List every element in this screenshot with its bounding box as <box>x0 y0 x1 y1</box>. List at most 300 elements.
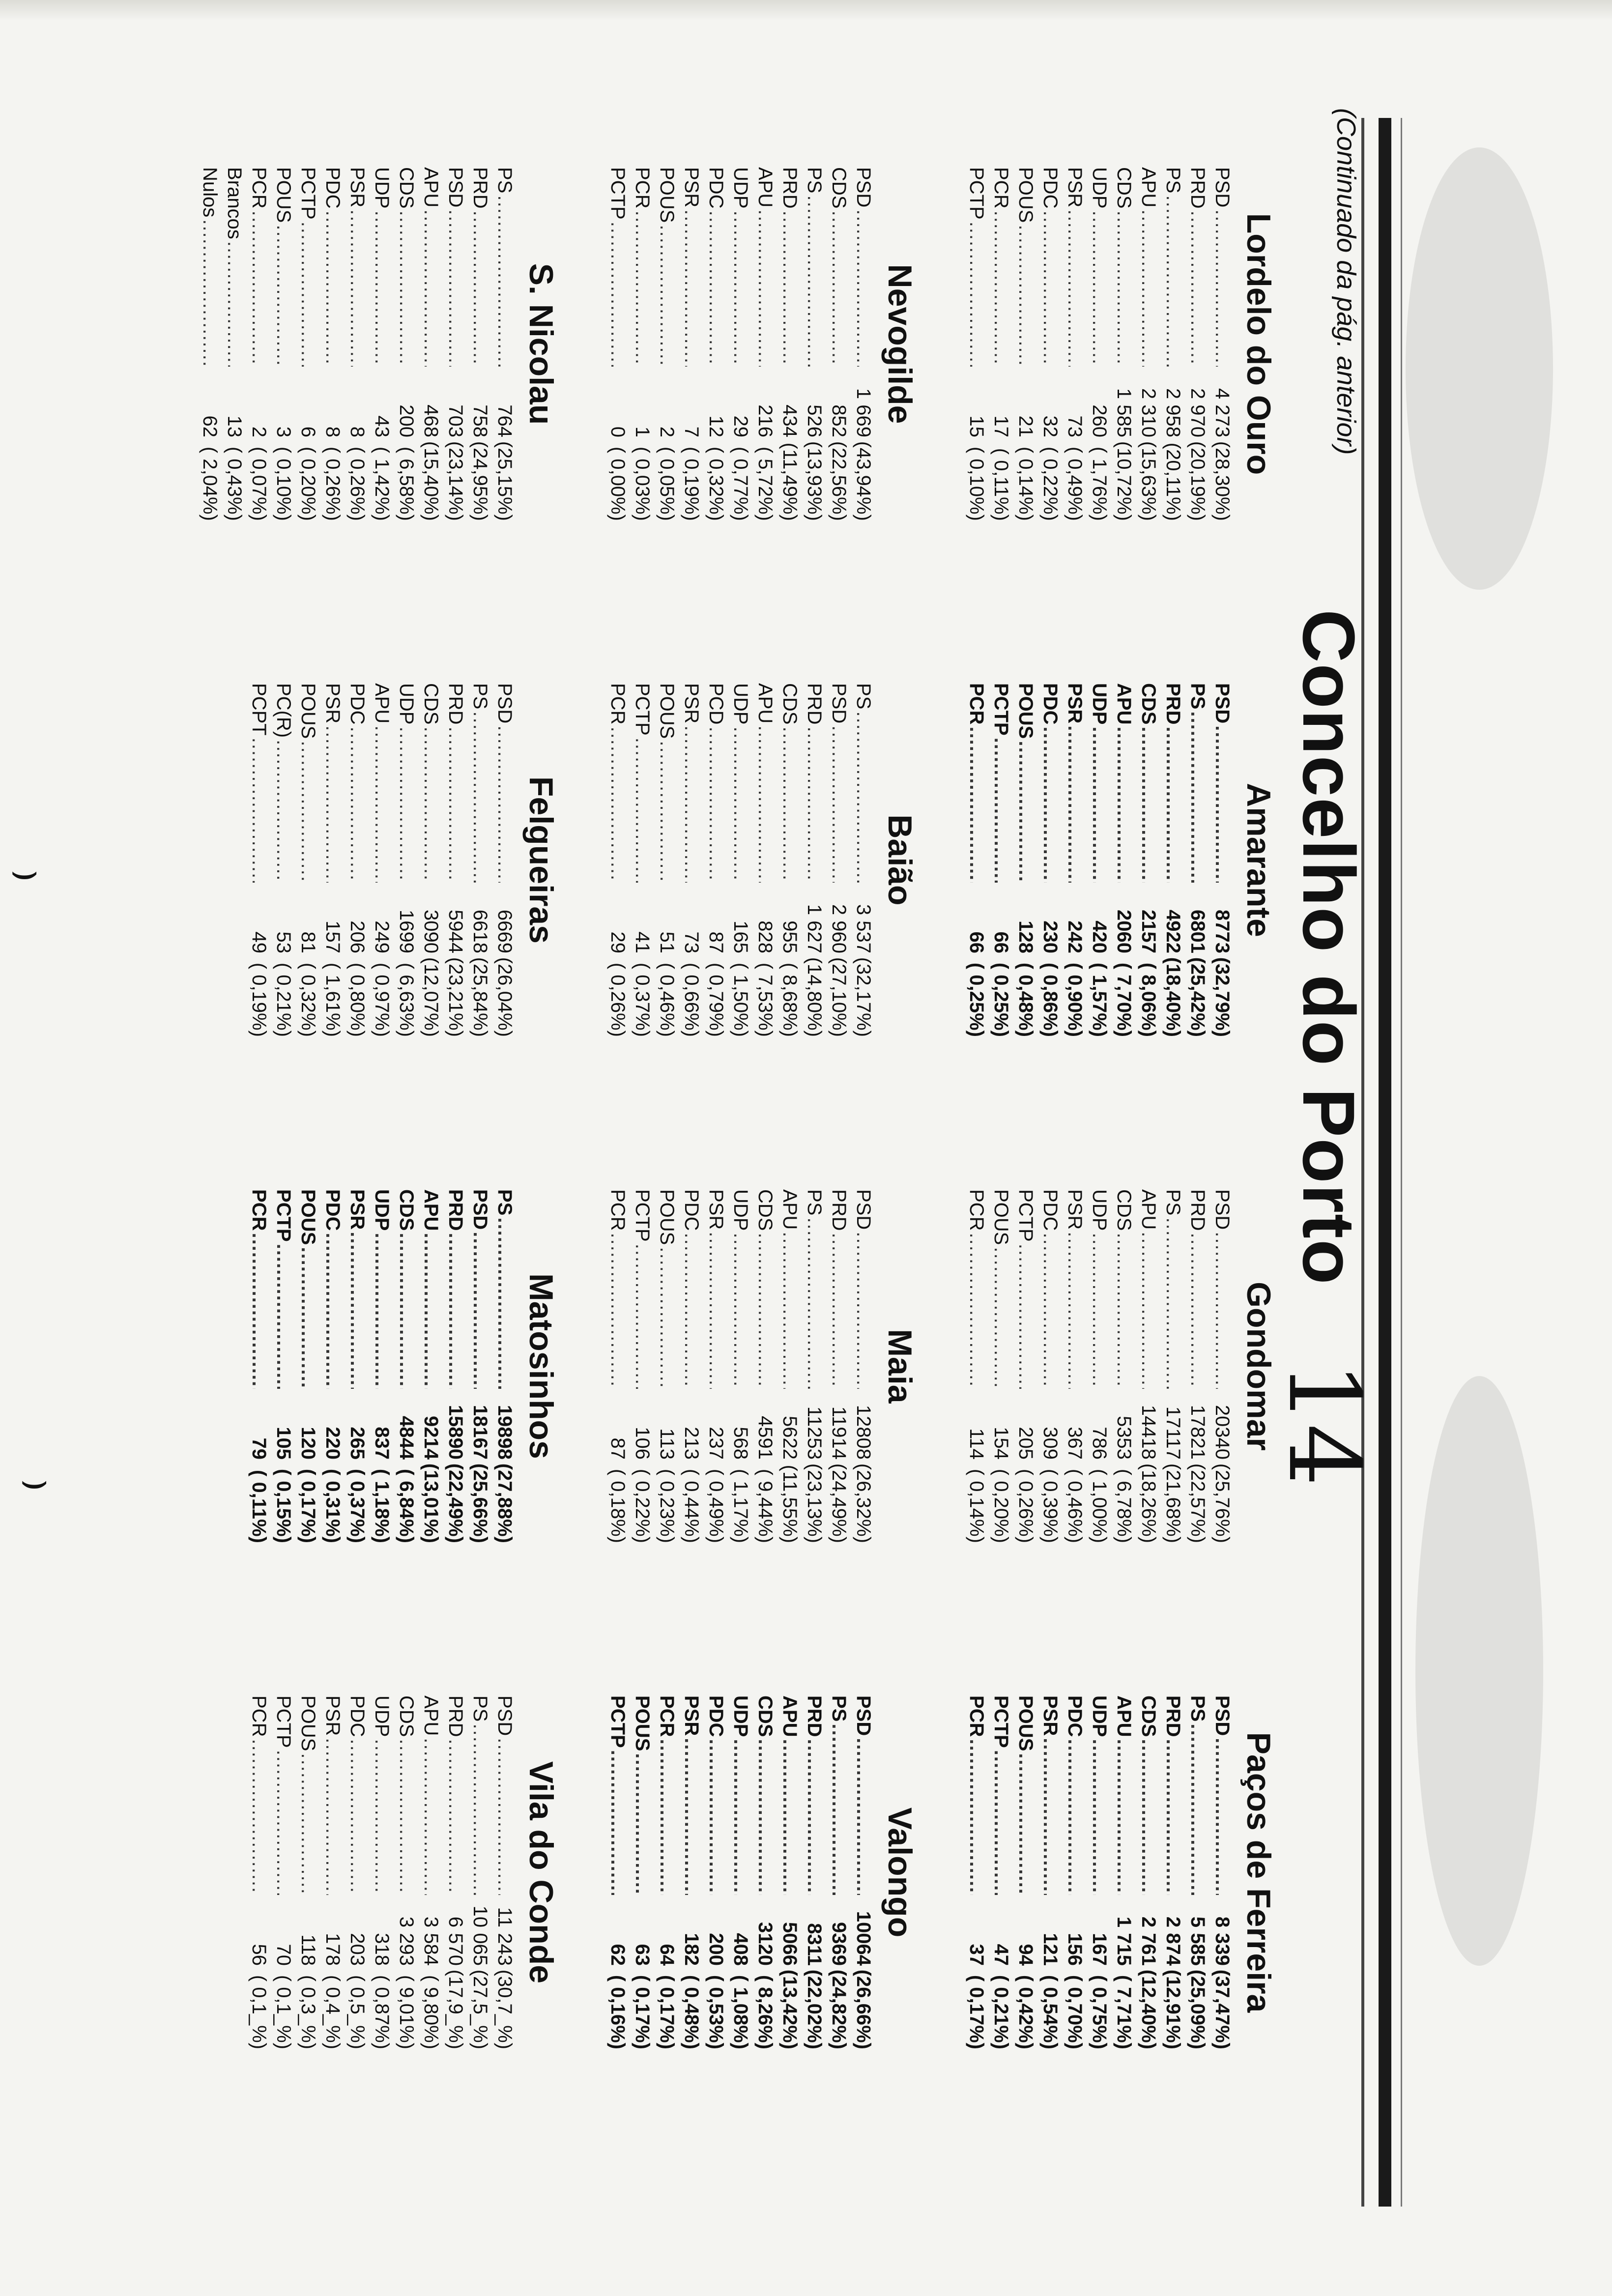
result-row <box>271 1695 296 2049</box>
vote-percentage: ( 6,84%) <box>396 1468 417 1543</box>
vote-percentage: ( 0,86%) <box>1039 962 1061 1037</box>
vote-percentage: (22,02%) <box>804 1969 825 2049</box>
result-row <box>296 683 320 1037</box>
result-row <box>753 1189 777 1543</box>
dot-leader <box>370 1739 394 1895</box>
party-name: PCR <box>632 167 653 209</box>
dot-leader <box>1161 195 1185 367</box>
vote-percentage: ( 6,63%) <box>396 962 417 1037</box>
result-row <box>1063 1695 1087 2049</box>
dot-leader <box>1013 1753 1038 1895</box>
party-name: PSD <box>853 1189 874 1230</box>
scan-smudge <box>1415 1376 1543 1966</box>
dot-leader <box>1161 1217 1185 1389</box>
result-row <box>630 1695 655 2049</box>
vote-count: 200 <box>705 1933 727 1966</box>
vote-count: 11914 <box>828 1406 850 1460</box>
vote-count: 8 <box>346 426 368 437</box>
vote-percentage: ( 0,14%) <box>966 1468 987 1543</box>
vote-percentage: ( 1,00%) <box>1089 1468 1110 1543</box>
party-name: PSD <box>1211 167 1233 208</box>
party-name: POUS <box>1015 167 1036 223</box>
vote-count: 87 <box>705 931 727 953</box>
vote-percentage: ( 2,04%) <box>199 446 221 521</box>
party-name: PS <box>469 683 491 710</box>
result-row <box>777 1189 802 1543</box>
party-name: PDC <box>1064 1695 1086 1737</box>
result-row <box>271 683 296 1037</box>
vote-count: 3120 <box>754 1922 776 1966</box>
result-row <box>1063 167 1087 521</box>
party-name: PSD <box>1211 683 1233 724</box>
dot-leader <box>679 209 704 367</box>
result-row <box>728 1695 753 2049</box>
vote-count: 17117 <box>1162 1406 1184 1460</box>
party-name: UDP <box>396 683 417 725</box>
vote-percentage: (43,94%) <box>853 441 874 521</box>
result-row <box>802 1189 827 1543</box>
party-name: PDC <box>1039 1189 1061 1231</box>
party-name: PSR <box>346 1189 368 1230</box>
result-row <box>320 683 345 1037</box>
dot-leader <box>679 1233 704 1389</box>
vote-count: 37 <box>966 1944 987 1966</box>
dot-leader <box>394 1739 419 1895</box>
result-row <box>655 1695 679 2049</box>
result-row <box>492 683 517 1037</box>
result-row <box>492 1695 517 2049</box>
vote-count: 6801 <box>1187 910 1209 953</box>
vote-count: 260 <box>1089 404 1110 437</box>
party-name: PCR <box>607 683 629 725</box>
vote-count: 66 <box>966 931 987 953</box>
dot-leader <box>419 726 443 883</box>
vote-percentage: ( 7,53%) <box>754 962 776 1037</box>
party-name: PDC <box>705 167 727 209</box>
scan-smudge <box>1406 147 1553 590</box>
result-row <box>1210 1189 1235 1543</box>
party-name: APU <box>1113 683 1135 725</box>
vote-count: 6618 <box>469 910 491 953</box>
vote-percentage: ( 0,37%) <box>632 962 653 1037</box>
vote-count: 14418 <box>1138 1405 1159 1460</box>
vote-count: 9369 <box>828 1922 850 1966</box>
result-row <box>1013 1189 1038 1543</box>
dot-leader <box>468 1232 492 1389</box>
vote-percentage: ( 0,32%) <box>297 962 319 1037</box>
party-name: UDP <box>730 683 751 725</box>
party-name: PC(R) <box>273 683 294 738</box>
vote-count: 837 <box>371 1427 393 1460</box>
party-name: PSD <box>494 1695 516 1736</box>
party-name: PDC <box>346 1695 368 1737</box>
party-name: POUS <box>273 167 294 223</box>
result-row <box>605 167 630 521</box>
dot-leader <box>443 726 468 883</box>
scan-fold-shadow-2 <box>1401 118 1402 2207</box>
vote-percentage: (24,82%) <box>828 1969 850 2049</box>
dot-leader <box>964 1233 989 1389</box>
vote-percentage: ( 0,19%) <box>681 446 702 521</box>
result-row <box>827 683 851 1037</box>
vote-percentage: (13,42%) <box>779 1969 801 2049</box>
result-row <box>394 167 419 521</box>
party-name: PRD <box>1162 1695 1184 1737</box>
result-row <box>1087 1695 1112 2049</box>
dot-leader <box>247 1233 271 1389</box>
vote-percentage: ( 9,80%) <box>420 1975 442 2049</box>
dot-leader <box>605 1233 630 1389</box>
vote-count: 118 <box>297 1934 319 1966</box>
party-name: PCR <box>656 1695 678 1737</box>
vote-percentage: ( 0,3_%) <box>297 1975 319 2049</box>
vote-percentage: (12,07%) <box>420 957 442 1037</box>
vote-count: 94 <box>1015 1944 1036 1966</box>
results-block <box>605 167 919 521</box>
party-name: PS <box>828 1695 850 1722</box>
dot-leader <box>320 725 345 883</box>
vote-count: 955 <box>779 920 801 953</box>
vote-percentage: ( 0,17%) <box>656 1975 678 2049</box>
vote-percentage: ( 0,32%) <box>705 446 727 521</box>
vote-percentage: ( 0,1_%) <box>248 1975 270 2049</box>
party-name: PS <box>804 167 825 194</box>
result-row <box>1013 683 1038 1037</box>
result-row <box>777 1695 802 2049</box>
results-block <box>964 1189 1278 1543</box>
result-row <box>679 167 704 521</box>
result-row <box>1038 683 1063 1037</box>
dot-leader <box>827 1723 851 1895</box>
dot-leader <box>1112 726 1136 883</box>
results-block <box>605 1695 919 2049</box>
dot-leader <box>247 738 271 883</box>
party-name: CDS <box>1113 1189 1135 1231</box>
party-name: POUS <box>297 1695 319 1751</box>
vote-percentage: (25,66%) <box>469 1463 491 1543</box>
results-block <box>247 1695 560 2049</box>
result-row <box>1087 1189 1112 1543</box>
party-name: PCR <box>966 683 987 725</box>
result-row <box>1161 167 1185 521</box>
result-row <box>345 683 370 1037</box>
vote-percentage: ( 0,15%) <box>273 1468 294 1543</box>
result-row <box>492 1189 517 1543</box>
party-name: PRD <box>445 1189 466 1231</box>
results-block <box>247 683 560 1037</box>
vote-count: 106 <box>632 1427 653 1460</box>
dot-leader <box>777 1232 802 1389</box>
result-row <box>296 1189 320 1543</box>
party-name: PCTP <box>607 1695 629 1748</box>
vote-count: 3090 <box>420 910 442 953</box>
vote-count: 2 958 <box>1162 388 1184 437</box>
vote-percentage: ( 0,05%) <box>656 446 678 521</box>
vote-count: 6 570 <box>445 1916 466 1966</box>
vote-count: 53 <box>273 931 294 953</box>
dot-leader <box>419 209 443 367</box>
dot-leader <box>443 1739 468 1895</box>
result-row <box>605 683 630 1037</box>
party-name: CDS <box>396 167 417 209</box>
dot-leader <box>1063 1739 1087 1895</box>
dot-leader <box>1210 209 1235 367</box>
result-row <box>443 1189 468 1543</box>
party-name: PSR <box>681 167 702 208</box>
party-name: PDC <box>705 1695 727 1737</box>
municipality-heading: Felgueiras <box>522 776 560 944</box>
vote-percentage: ( 0,48%) <box>1015 962 1036 1037</box>
result-row <box>728 1189 753 1543</box>
dot-leader <box>851 1232 876 1389</box>
vote-count: 8311 <box>804 1923 825 1966</box>
vote-percentage: ( 0,80%) <box>346 962 368 1037</box>
party-name: UDP <box>1089 1189 1110 1231</box>
vote-percentage: ( 6,78%) <box>1113 1468 1135 1543</box>
result-row <box>443 683 468 1037</box>
vote-percentage: (32,17%) <box>853 957 874 1037</box>
vote-count: 2 970 <box>1187 388 1209 437</box>
result-row <box>1112 167 1136 521</box>
vote-count: 3 293 <box>396 1916 417 1966</box>
vote-percentage: ( 8,68%) <box>779 962 801 1037</box>
result-row <box>851 683 876 1037</box>
party-name: PSD <box>1211 1189 1233 1230</box>
party-name: UDP <box>1089 683 1110 725</box>
vote-percentage: ( 0,77%) <box>730 446 751 521</box>
vote-percentage: ( 0,49%) <box>705 1468 727 1543</box>
party-name: CDS <box>396 1189 417 1231</box>
dot-leader <box>1210 1232 1235 1389</box>
party-name: PSD <box>828 683 850 724</box>
result-row <box>964 683 989 1037</box>
party-name: PCD <box>705 683 727 725</box>
result-row <box>1185 167 1210 521</box>
vote-percentage: ( 0,48%) <box>681 1975 702 2049</box>
dot-leader <box>1112 210 1136 367</box>
vote-percentage: ( 0,1_%) <box>273 1975 294 2049</box>
vote-count: 157 <box>322 920 344 953</box>
vote-count: 249 <box>371 920 393 953</box>
result-row <box>802 683 827 1037</box>
vote-count: 758 <box>469 404 491 437</box>
party-name: UDP <box>730 167 751 209</box>
party-name: PSD <box>1211 1695 1233 1736</box>
result-row <box>1136 167 1161 521</box>
result-row <box>419 1189 443 1543</box>
party-name: PRD <box>804 1695 825 1737</box>
result-row <box>1210 1695 1235 2049</box>
vote-percentage: (22,56%) <box>828 441 850 521</box>
dot-leader <box>777 726 802 883</box>
dot-leader <box>468 210 492 367</box>
result-row <box>989 683 1013 1037</box>
party-name: PS <box>1187 683 1209 710</box>
result-row <box>964 1695 989 2049</box>
vote-count: 10064 <box>853 1911 874 1966</box>
municipality-heading: Gondomar <box>1240 1282 1277 1451</box>
dot-leader <box>419 1233 443 1389</box>
vote-count: 434 <box>779 404 801 437</box>
vote-count: 200 <box>396 404 417 437</box>
party-name: APU <box>420 1189 442 1231</box>
result-row <box>1063 683 1087 1037</box>
vote-count: 15890 <box>445 1405 466 1460</box>
vote-count: 29 <box>607 931 629 953</box>
dot-leader <box>296 1753 320 1895</box>
vote-percentage: ( 1,08%) <box>730 1975 751 2049</box>
vote-count: 318 <box>371 1933 393 1966</box>
party-name: POUS <box>1015 1695 1036 1751</box>
party-name: PCR <box>990 167 1012 209</box>
vote-count: 5 585 <box>1187 1916 1209 1966</box>
vote-percentage: ( 0,17%) <box>632 1975 653 2049</box>
dot-leader <box>728 1739 753 1895</box>
vote-count: 12808 <box>853 1405 874 1460</box>
dot-leader <box>655 1739 679 1895</box>
party-name: PSR <box>681 1695 702 1736</box>
party-name: Brancos <box>224 167 245 239</box>
dot-leader <box>753 725 777 883</box>
dot-leader <box>704 1232 728 1389</box>
municipality-heading: Valongo <box>881 1807 919 1938</box>
vote-count: 56 <box>248 1944 270 1966</box>
party-name: POUS <box>990 1189 1012 1245</box>
dot-leader <box>605 222 630 367</box>
dot-leader <box>704 210 728 367</box>
vote-percentage: ( 0,22%) <box>632 1468 653 1543</box>
party-name: PSR <box>705 1189 727 1230</box>
vote-percentage: ( 0,20%) <box>297 446 319 521</box>
party-name: PRD <box>469 167 491 209</box>
dot-leader <box>1063 209 1087 367</box>
result-row <box>1161 683 1185 1037</box>
vote-count: 66 <box>990 931 1012 953</box>
result-row <box>370 1695 394 2049</box>
vote-percentage: (15,40%) <box>420 441 442 521</box>
dot-leader <box>704 726 728 883</box>
dot-leader <box>605 726 630 883</box>
vote-count: 2 310 <box>1138 388 1159 437</box>
vote-count: 114 <box>966 1428 987 1460</box>
vote-percentage: ( 0,00%) <box>607 446 629 521</box>
dot-leader <box>1087 1739 1112 1895</box>
party-name: PCPT <box>248 683 270 736</box>
party-name: PCR <box>607 1189 629 1231</box>
vote-count: 1 669 <box>853 388 874 437</box>
dot-leader <box>1063 1232 1087 1389</box>
vote-count: 13 <box>224 415 245 437</box>
vote-count: 2 <box>656 426 678 437</box>
party-name: CDS <box>1113 167 1135 209</box>
party-name: PRD <box>779 167 801 209</box>
result-row <box>370 1189 394 1543</box>
vote-percentage: (13,93%) <box>804 441 825 521</box>
vote-count: 8773 <box>1211 910 1233 953</box>
party-name: UDP <box>1089 167 1110 209</box>
vote-percentage: ( 6,58%) <box>396 446 417 521</box>
party-name: PS <box>494 1189 516 1216</box>
result-row <box>704 1189 728 1543</box>
vote-count: 408 <box>730 1933 751 1966</box>
result-row <box>605 1695 630 2049</box>
party-name: PSR <box>346 167 368 208</box>
vote-count: 17821 <box>1187 1405 1209 1460</box>
vote-count: 17 <box>990 415 1012 437</box>
vote-percentage: ( 0,66%) <box>681 962 702 1037</box>
result-row <box>827 167 851 521</box>
party-name: PSD <box>853 1695 874 1736</box>
vote-count: 178 <box>322 1933 344 1966</box>
vote-count: 2060 <box>1113 910 1135 953</box>
vote-percentage: ( 0,17%) <box>966 1975 987 2049</box>
party-name: PSR <box>322 1695 344 1736</box>
party-name: CDS <box>828 167 850 209</box>
party-name: PCTP <box>990 1695 1012 1748</box>
vote-percentage: ( 0,17%) <box>297 1468 319 1543</box>
vote-percentage: ( 0,10%) <box>273 446 294 521</box>
dot-leader <box>1013 1244 1038 1389</box>
municipality-heading: S. Nicolau <box>522 263 560 425</box>
result-row <box>851 1695 876 2049</box>
vote-count: 87 <box>607 1437 629 1460</box>
dot-leader <box>851 711 876 883</box>
party-name: UDP <box>1089 1695 1110 1737</box>
dot-leader <box>1210 1738 1235 1895</box>
party-name: CDS <box>1138 1695 1159 1737</box>
party-name: PS <box>804 1189 825 1216</box>
vote-count: 79 <box>248 1437 270 1460</box>
vote-count: 62 <box>199 415 221 437</box>
vote-percentage: ( 0,11%) <box>990 448 1012 521</box>
dot-leader <box>394 726 419 883</box>
vote-count: 206 <box>346 920 368 953</box>
result-row <box>1112 1695 1136 2049</box>
vote-count: 121 <box>1039 1933 1061 1966</box>
vote-percentage: ( 0,54%) <box>1039 1975 1061 2049</box>
vote-percentage: ( 0,21%) <box>273 962 294 1037</box>
vote-percentage: ( 0,4_%) <box>322 1975 344 2049</box>
dot-leader <box>492 1217 517 1389</box>
party-name: PS <box>853 683 874 710</box>
result-row <box>1013 1695 1038 2049</box>
result-row <box>1038 167 1063 521</box>
party-name: UDP <box>371 1695 393 1737</box>
vote-count: 120 <box>297 1427 319 1460</box>
result-row <box>704 683 728 1037</box>
party-name: APU <box>371 683 393 724</box>
party-name: PS <box>1162 167 1184 194</box>
party-name: PRD <box>1162 683 1184 725</box>
dot-leader <box>802 195 827 367</box>
party-name: POUS <box>632 1695 653 1751</box>
result-row <box>1112 683 1136 1037</box>
vote-count: 11253 <box>804 1406 825 1460</box>
vote-count: 568 <box>730 1427 751 1460</box>
vote-percentage: (27,10%) <box>828 957 850 1037</box>
vote-percentage: ( 9,44%) <box>754 1468 776 1543</box>
result-row <box>964 167 989 521</box>
vote-count: 2 761 <box>1138 1916 1159 1966</box>
party-name: CDS <box>396 1695 417 1737</box>
vote-count: 220 <box>322 1427 344 1460</box>
dot-leader <box>247 1739 271 1895</box>
party-name: PRD <box>1187 167 1209 209</box>
vote-count: 10 065 <box>469 1905 491 1966</box>
dot-leader <box>271 740 296 883</box>
dot-leader <box>679 1738 704 1895</box>
result-row <box>728 683 753 1037</box>
